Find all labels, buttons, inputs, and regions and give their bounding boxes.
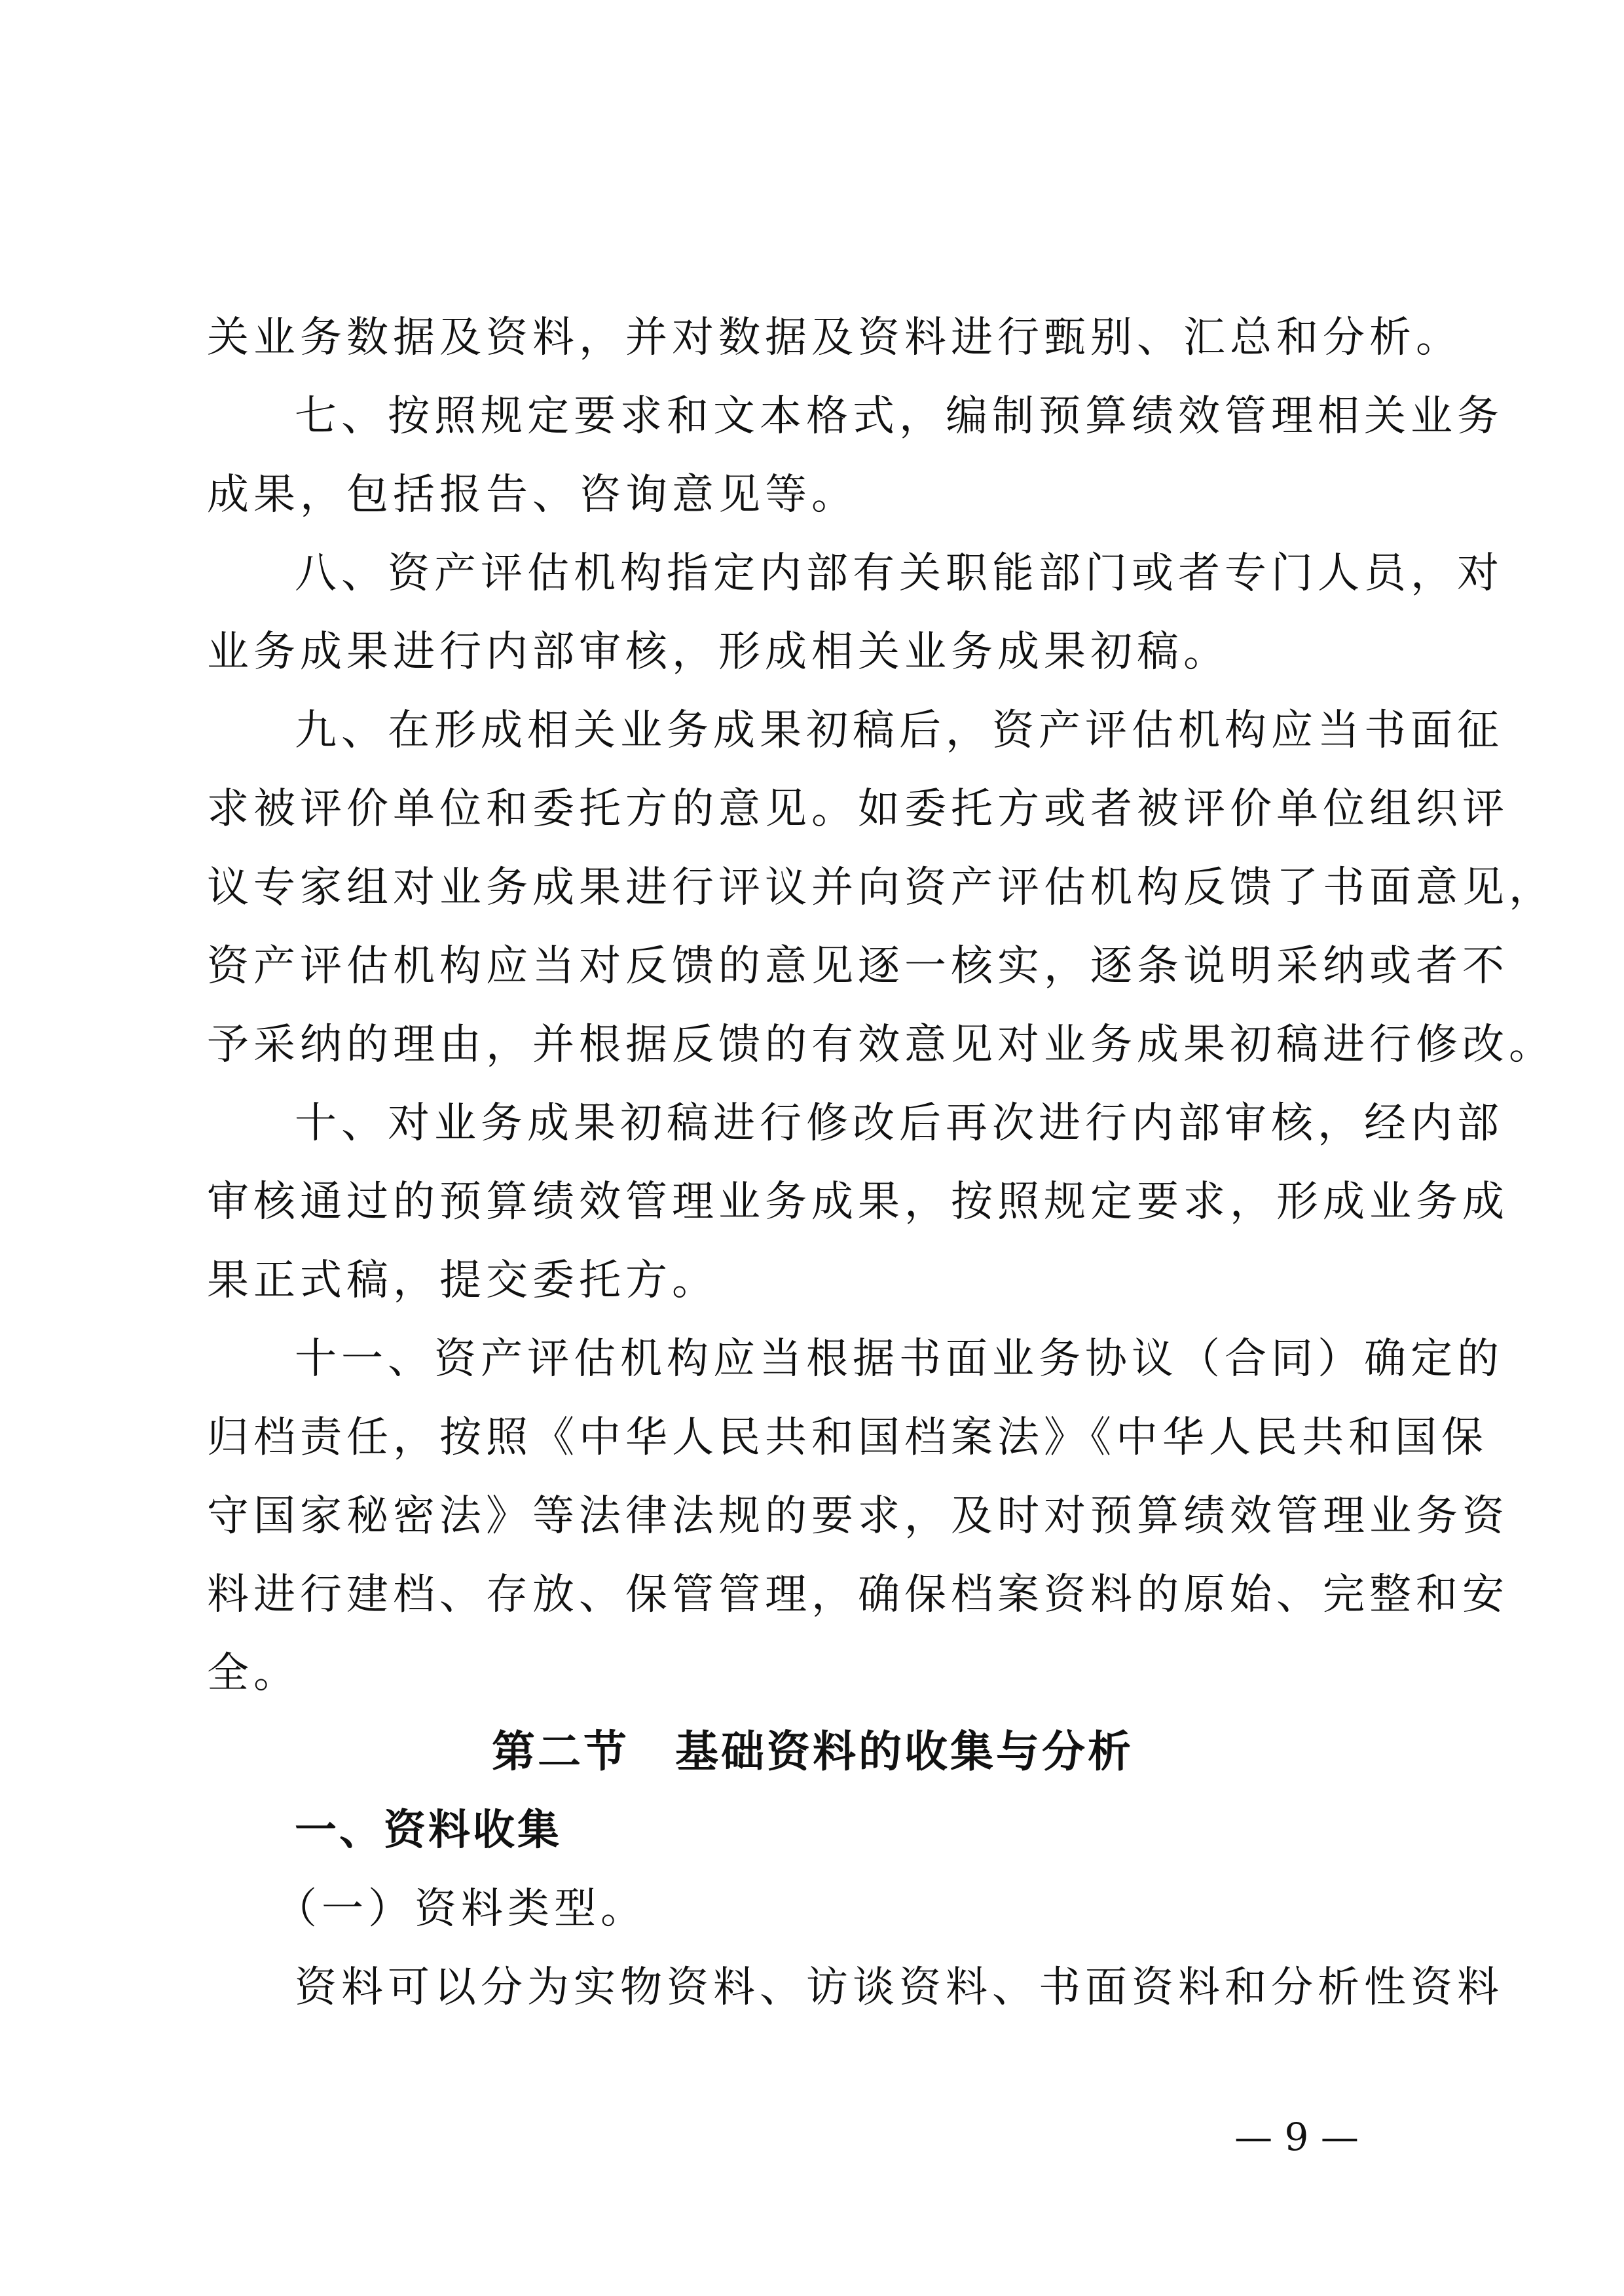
body-line: 九、在形成相关业务成果初稿后，资产评估机构应当书面征 [295, 706, 1504, 755]
body-line: 果正式稿，提交委托方。 [207, 1256, 718, 1305]
body-line: 全。 [207, 1649, 300, 1698]
body-line: 资料可以分为实物资料、访谈资料、书面资料和分析性资料 [295, 1963, 1504, 2012]
body-line: 十、对业务成果初稿进行修改后再次进行内部审核，经内部 [295, 1099, 1504, 1148]
body-line: 业务成果进行内部审核，形成相关业务成果初稿。 [207, 628, 1230, 676]
body-line: 七、按照规定要求和文本格式，编制预算绩效管理相关业务 [295, 392, 1504, 441]
body-line: 八、资产评估机构指定内部有关职能部门或者专门人员，对 [295, 549, 1504, 598]
body-line: 议专家组对业务成果进行评议并向资产评估机构反馈了书面意见， [207, 864, 1555, 912]
body-line: 成果，包括报告、咨询意见等。 [207, 471, 858, 519]
body-line: 资产评估机构应当对反馈的意见逐一核实，逐条说明采纳或者不 [207, 942, 1509, 991]
body-line: 守国家秘密法》等法律法规的要求，及时对预算绩效管理业务资 [207, 1492, 1509, 1540]
section-title: 第二节 基础资料的收集与分析 [492, 1726, 1134, 1777]
body-line: 求被评价单位和委托方的意见。如委托方或者被评价单位组织评 [207, 785, 1509, 833]
subheading: （一）资料类型。 [275, 1885, 647, 1933]
body-line: 审核通过的预算绩效管理业务成果，按照规定要求，形成业务成 [207, 1178, 1509, 1226]
heading-level-1: 一、资料收集 [295, 1806, 562, 1855]
body-line: 十一、资产评估机构应当根据书面业务协议（合同）确定的 [295, 1335, 1504, 1383]
page-number: — 9 — [1234, 2115, 1359, 2159]
body-line: 关业务数据及资料，并对数据及资料进行甄别、汇总和分析。 [207, 314, 1462, 362]
body-line: 归档责任，按照《中华人民共和国档案法》《中华人民共和国保 [207, 1413, 1488, 1462]
body-line: 予采纳的理由，并根据反馈的有效意见对业务成果初稿进行修改。 [207, 1021, 1555, 1069]
body-line: 料进行建档、存放、保管管理，确保档案资料的原始、完整和安 [207, 1571, 1509, 1619]
